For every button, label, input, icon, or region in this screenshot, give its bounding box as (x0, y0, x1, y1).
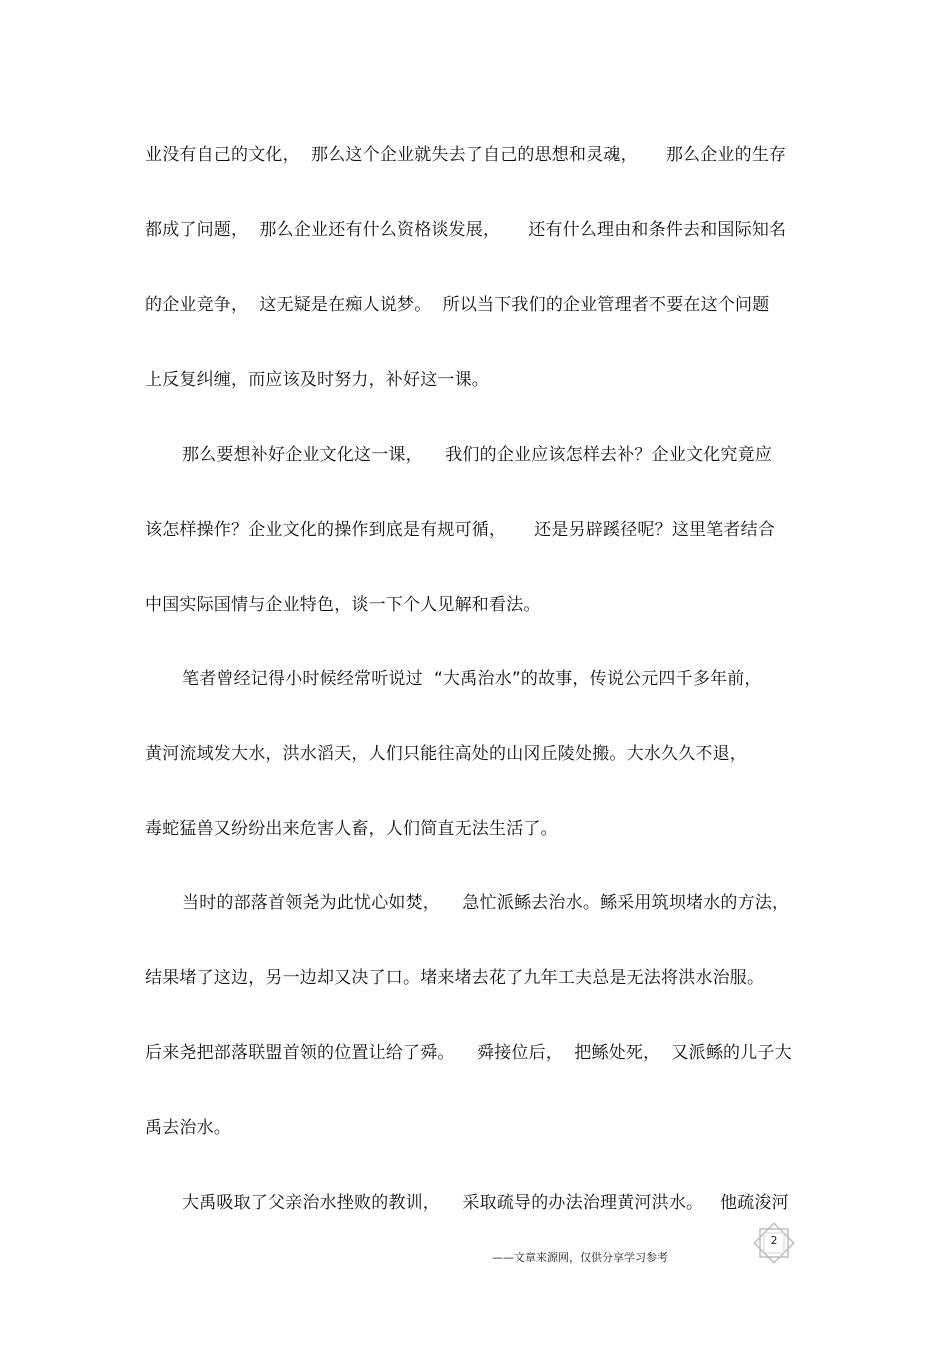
text-line-3: 的企业竞争， 这无疑是在痴人说梦。 所以当下我们的企业管理者不要在这个问题 (145, 295, 770, 315)
text-line-4: 上反复纠缠，而应该及时努力，补好这一课。 (145, 370, 489, 390)
text-line-7: 中国实际国情与企业特色，谈一下个人见解和看法。 (145, 595, 541, 615)
text-line-6: 该怎样操作？企业文化的操作到底是有规可循， 还是另辟蹊径呢？这里笔者结合 (145, 520, 776, 540)
text-line-15: 大禹吸取了父亲治水挫败的教训， 采取疏导的办法治理黄河洪水。 他疏浚河 (182, 1193, 789, 1213)
page-number-badge (749, 1218, 799, 1268)
text-line-9: 黄河流域发大水，洪水滔天，人们只能往高处的山冈丘陵处搬。大水久久不退， (145, 744, 747, 764)
text-line-1: 业没有自己的文化， 那么这个企业就失去了自己的思想和灵魂， 那么企业的生存 (145, 145, 787, 165)
text-line-12: 结果堵了这边，另一边却又决了口。堵来堵去花了九年工夫总是无法将洪水治服。 (145, 968, 765, 988)
text-line-13: 后来尧把部落联盟首领的位置让给了舜。 舜接位后， 把鲧处死， 又派鲧的儿子大 (145, 1043, 792, 1063)
footer-source-note: ——文章来源网，仅供分享学习参考 (492, 1251, 668, 1264)
text-line-14: 禹去治水。 (145, 1118, 231, 1138)
text-line-10: 毒蛇猛兽又纷纷出来危害人畜，人们简直无法生活了。 (145, 819, 558, 839)
page-number: 2 (770, 1234, 778, 1247)
text-line-8: 笔者曾经记得小时候经常听说过 “大禹治水”的故事，传说公元四千多年前， (182, 669, 762, 689)
text-line-11: 当时的部落首领尧为此忧心如焚， 急忙派鲧去治水。鲧采用筑坝堵水的方法， (182, 893, 790, 913)
text-line-5: 那么要想补好企业文化这一课， 我们的企业应该怎样去补？企业文化究竟应 (182, 445, 773, 465)
text-line-2: 都成了问题， 那么企业还有什么资格谈发展， 还有什么理由和条件去和国际知名 (145, 220, 787, 240)
